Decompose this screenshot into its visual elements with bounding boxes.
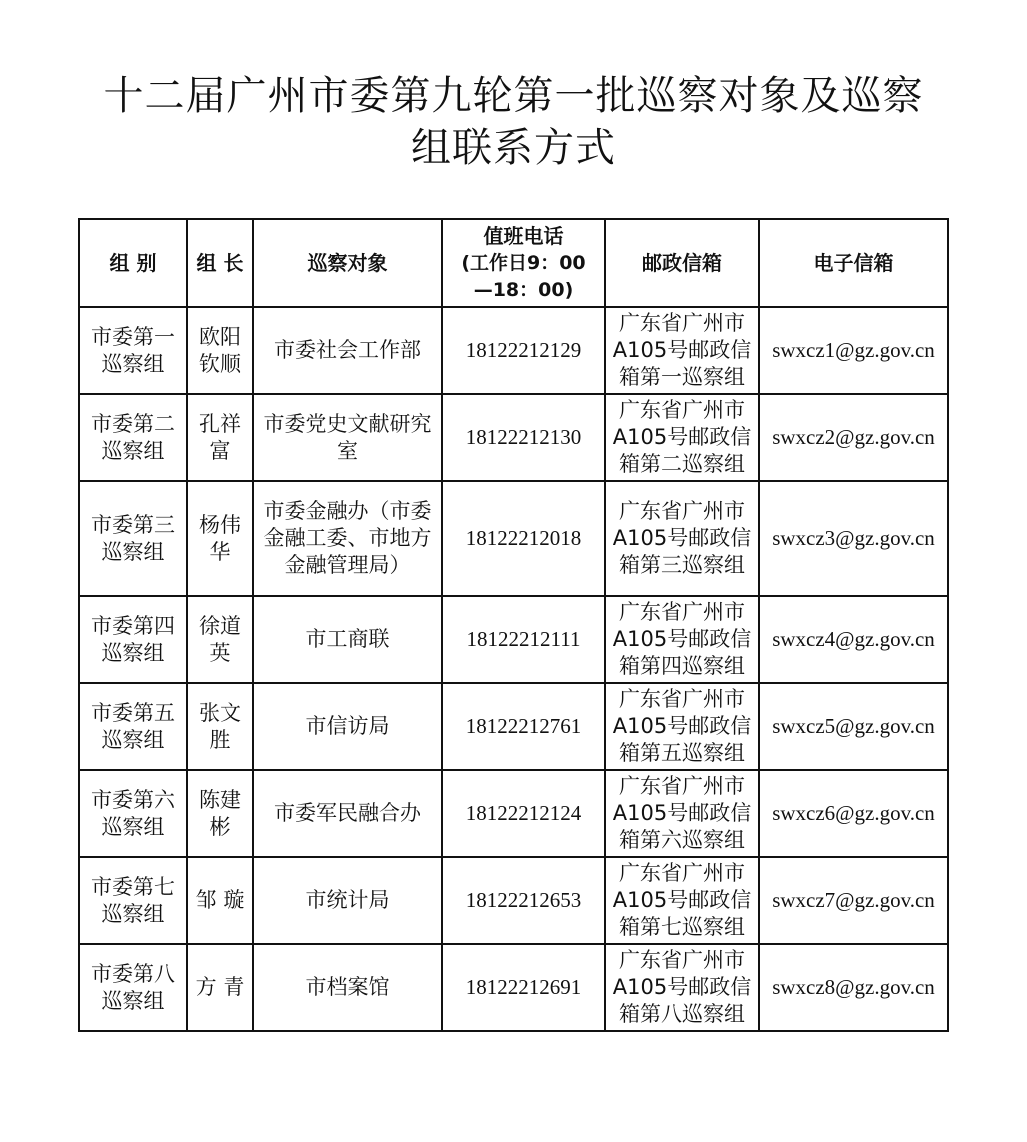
cell-mailbox-text: 广东省广州市A105号邮政信箱第六巡察组 xyxy=(612,774,752,852)
cell-email: swxcz1@gz.gov.cn xyxy=(759,307,948,394)
table-row xyxy=(79,857,948,944)
cell-leader xyxy=(187,394,253,481)
header-phone-hours-start: (工作日9：00 xyxy=(461,251,586,274)
cell-target-text: 市委金融办（市委金融工委、市地方金融管理局） xyxy=(263,499,432,577)
cell-leader-text: 邹 璇 xyxy=(195,888,245,912)
table-row xyxy=(79,596,948,683)
cell-mailbox xyxy=(605,944,759,1031)
cell-email: swxcz6@gz.gov.cn xyxy=(759,770,948,857)
cell-leader-text: 方 青 xyxy=(195,975,245,999)
cell-phone: 18122212761 xyxy=(442,683,605,770)
cell-group-text: 市委第七巡察组 xyxy=(91,874,175,926)
cell-mailbox-text: 广东省广州市A105号邮政信箱第四巡察组 xyxy=(612,600,752,678)
header-phone-hours-end: —18：00) xyxy=(473,278,574,301)
header-phone xyxy=(442,219,605,307)
cell-group xyxy=(79,770,187,857)
page-title xyxy=(0,70,1027,174)
table-row xyxy=(79,307,948,394)
cell-group-text: 市委第五巡察组 xyxy=(91,700,175,752)
cell-leader-text: 张文胜 xyxy=(199,700,241,752)
cell-group-text: 市委第八巡察组 xyxy=(91,961,175,1013)
cell-group-text: 市委第一巡察组 xyxy=(91,324,175,376)
cell-leader xyxy=(187,770,253,857)
cell-email: swxcz2@gz.gov.cn xyxy=(759,394,948,481)
cell-target xyxy=(253,683,442,770)
cell-mailbox xyxy=(605,307,759,394)
cell-target xyxy=(253,770,442,857)
cell-group-text: 市委第六巡察组 xyxy=(91,787,175,839)
cell-target xyxy=(253,394,442,481)
cell-group xyxy=(79,683,187,770)
cell-mailbox-text: 广东省广州市A105号邮政信箱第一巡察组 xyxy=(612,311,752,389)
header-target: 巡察对象 xyxy=(253,219,442,307)
cell-email: swxcz5@gz.gov.cn xyxy=(759,683,948,770)
header-email: 电子信箱 xyxy=(759,219,948,307)
cell-target-text: 市工商联 xyxy=(305,627,390,651)
cell-leader-text: 杨伟华 xyxy=(199,512,241,564)
cell-group xyxy=(79,481,187,596)
table-row xyxy=(79,481,948,596)
cell-email: swxcz7@gz.gov.cn xyxy=(759,857,948,944)
cell-mailbox xyxy=(605,596,759,683)
cell-email: swxcz4@gz.gov.cn xyxy=(759,596,948,683)
cell-phone: 18122212018 xyxy=(442,481,605,596)
cell-phone: 18122212111 xyxy=(442,596,605,683)
page-title-line-2: 组联系方式 xyxy=(411,125,616,171)
cell-leader-text: 陈建彬 xyxy=(199,787,241,839)
cell-mailbox xyxy=(605,857,759,944)
cell-mailbox-text: 广东省广州市A105号邮政信箱第三巡察组 xyxy=(612,499,752,577)
table-row xyxy=(79,770,948,857)
page-title-line-1: 十二届广州市委第九轮第一批巡察对象及巡察 xyxy=(103,73,924,119)
cell-group xyxy=(79,944,187,1031)
table-row xyxy=(79,683,948,770)
contact-table xyxy=(78,218,949,1032)
cell-group-text: 市委第二巡察组 xyxy=(91,411,175,463)
header-phone-title: 值班电话 xyxy=(483,223,564,248)
cell-phone: 18122212130 xyxy=(442,394,605,481)
cell-email: swxcz3@gz.gov.cn xyxy=(759,481,948,596)
cell-group-text: 市委第四巡察组 xyxy=(91,613,175,665)
cell-leader xyxy=(187,481,253,596)
cell-target-text: 市档案馆 xyxy=(305,975,390,999)
table-row xyxy=(79,394,948,481)
cell-leader-text: 徐道英 xyxy=(199,613,241,665)
cell-phone: 18122212129 xyxy=(442,307,605,394)
cell-phone: 18122212124 xyxy=(442,770,605,857)
cell-leader xyxy=(187,683,253,770)
cell-target xyxy=(253,307,442,394)
cell-mailbox xyxy=(605,770,759,857)
cell-leader-text: 欧阳钦顺 xyxy=(199,324,241,376)
cell-mailbox-text: 广东省广州市A105号邮政信箱第八巡察组 xyxy=(612,948,752,1026)
cell-phone: 18122212691 xyxy=(442,944,605,1031)
cell-target-text: 市统计局 xyxy=(305,888,390,912)
cell-target-text: 市委军民融合办 xyxy=(274,801,421,825)
cell-leader-text: 孔祥富 xyxy=(199,411,241,463)
cell-mailbox xyxy=(605,481,759,596)
cell-mailbox-text: 广东省广州市A105号邮政信箱第二巡察组 xyxy=(612,398,752,476)
cell-target xyxy=(253,481,442,596)
cell-target xyxy=(253,944,442,1031)
cell-mailbox xyxy=(605,394,759,481)
cell-target xyxy=(253,857,442,944)
cell-target-text: 市信访局 xyxy=(305,714,390,738)
cell-mailbox-text: 广东省广州市A105号邮政信箱第七巡察组 xyxy=(612,861,752,939)
cell-target xyxy=(253,596,442,683)
cell-leader xyxy=(187,307,253,394)
cell-mailbox xyxy=(605,683,759,770)
header-leader: 组 长 xyxy=(187,219,253,307)
cell-leader xyxy=(187,857,253,944)
cell-mailbox-text: 广东省广州市A105号邮政信箱第五巡察组 xyxy=(612,687,752,765)
cell-group xyxy=(79,596,187,683)
cell-phone: 18122212653 xyxy=(442,857,605,944)
header-group: 组 别 xyxy=(79,219,187,307)
cell-group-text: 市委第三巡察组 xyxy=(91,512,175,564)
cell-target-text: 市委社会工作部 xyxy=(274,338,421,362)
cell-group xyxy=(79,857,187,944)
cell-leader xyxy=(187,596,253,683)
cell-group xyxy=(79,307,187,394)
cell-target-text: 市委党史文献研究室 xyxy=(263,411,432,463)
cell-group xyxy=(79,394,187,481)
cell-leader xyxy=(187,944,253,1031)
header-mailbox: 邮政信箱 xyxy=(605,219,759,307)
cell-email: swxcz8@gz.gov.cn xyxy=(759,944,948,1031)
table-header-row xyxy=(79,219,948,307)
table-row xyxy=(79,944,948,1031)
